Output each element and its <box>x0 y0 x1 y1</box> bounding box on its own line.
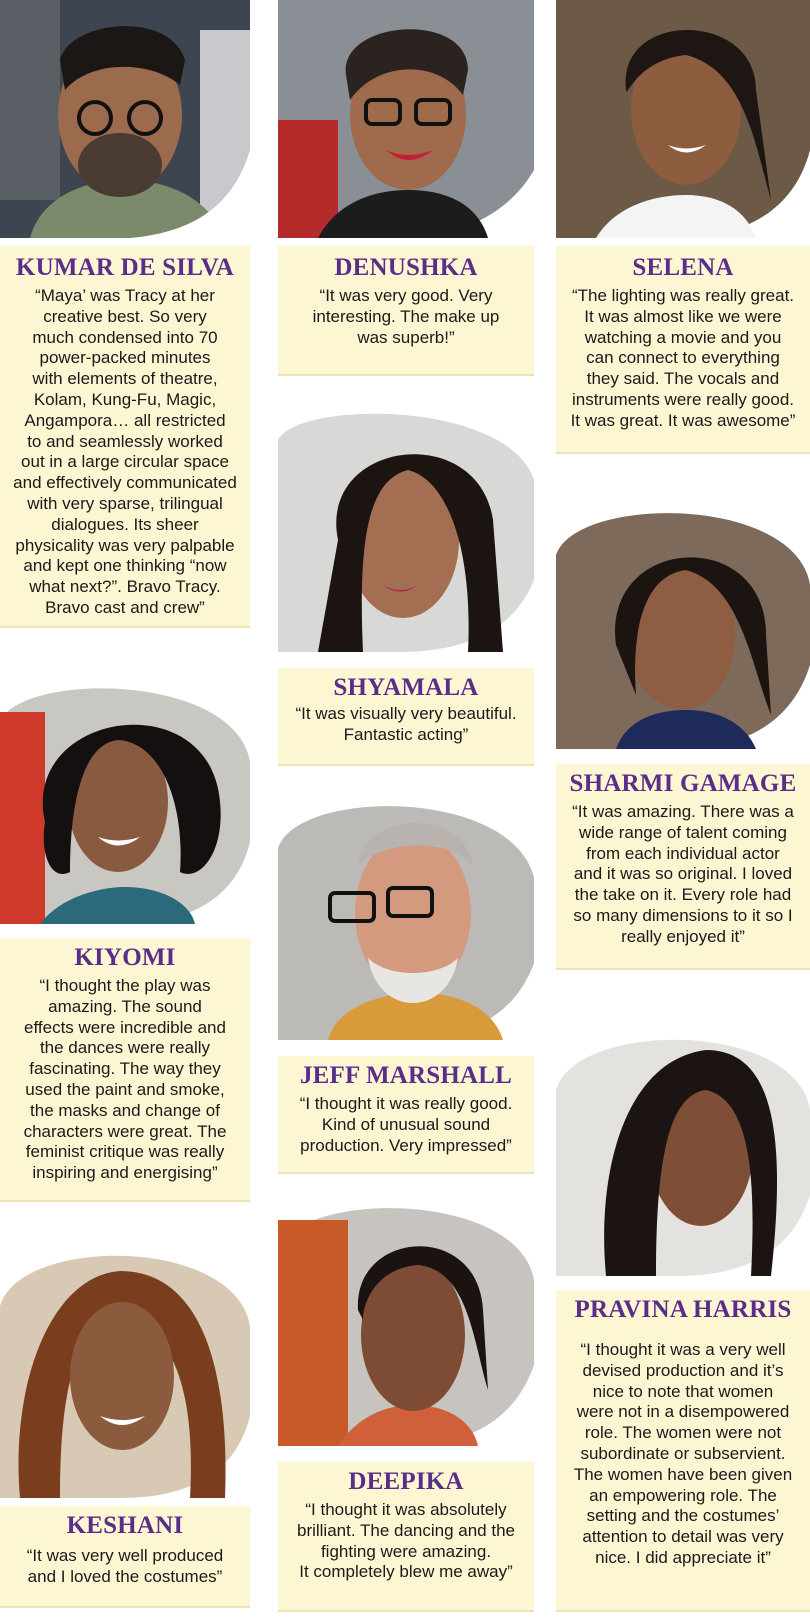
photo-jeff <box>278 788 534 1040</box>
quote-panel-kumar <box>0 246 250 628</box>
person-quote: “The lighting was really great. It was almost like we were watching a movie and you can connect to everything they said. The vocals and instruments were really good. It was great. It was awesome” <box>570 286 796 430</box>
person-quote: “I thought it was really good. Kind of unusual sound production. Very impressed” <box>299 1094 513 1155</box>
person-name: DENUSHKA <box>334 254 478 281</box>
person-name: KESHANI <box>66 1512 184 1539</box>
photo-shyamala <box>278 400 534 652</box>
photo-deepika <box>278 1190 534 1446</box>
person-quote: “Maya’ was Tracy at her creative best. So very much condensed into 70 power-packed minutes with elements of theatre, Kolam, Kung-Fu, Magic, Angampora… all restricted to and seamlessly worked out in a large circular space and effectively communicated with very sparse, trilingual dialogues. Its sheer physicality was very palpable and kept one thinking “now what next?”. Bravo Tracy. Bravo cast and crew” <box>13 286 237 617</box>
photo-kumar <box>0 0 250 238</box>
person-quote: “I thought it was a very well devised production and it’s nice to note that women were not in a disempowered role. The women were not subordinate or subservient. The women have been given an empowering role. The setting and the costumes’ attention to detail was very nice. I did appreciate it” <box>573 1340 793 1567</box>
person-quote: “I thought it was absolutely brilliant. The dancing and the fighting were amazing. It completely blew me away” <box>296 1500 515 1582</box>
person-name: KUMAR DE SILVA <box>15 254 235 281</box>
quote-panel-sharmi <box>556 764 810 970</box>
quote-panel-deepika <box>278 1462 534 1612</box>
photo-pravina <box>556 1020 810 1276</box>
photo-selena <box>556 0 810 238</box>
photo-sharmi <box>556 495 810 749</box>
person-quote: “It was amazing. There was a wide range of talent coming from each individual actor and it was so original. I loved the take on it. Every role had so many dimensions to it so I really enjoyed it” <box>572 802 794 946</box>
quote-panel-shyamala <box>278 668 534 766</box>
quote-panel-keshani <box>0 1506 250 1608</box>
photo-kiyomi <box>0 672 250 924</box>
photo-denushka <box>278 0 534 238</box>
person-quote: “It was very well produced and I loved the costumes” <box>26 1546 224 1586</box>
quote-panel-selena <box>556 246 810 454</box>
person-quote: “It was visually very beautiful. Fantastic acting” <box>295 704 517 744</box>
person-quote: “It was very good. Very interesting. The make up was superb!” <box>312 286 500 347</box>
quote-panel-pravina <box>556 1290 810 1612</box>
person-quote: “I thought the play was amazing. The sound effects were incredible and the dances were really fascinating. The way they used the paint and smoke, the masks and change of characters were great. The feminist critique was really inspiring and energising” <box>23 976 227 1183</box>
quote-panel-denushka <box>278 246 534 376</box>
quote-panel-jeff <box>278 1056 534 1174</box>
person-name: SHARMI GAMAGE <box>569 770 797 797</box>
person-name: SELENA <box>632 254 734 281</box>
person-name: DEEPIKA <box>348 1468 464 1495</box>
quote-panel-kiyomi <box>0 938 250 1202</box>
person-name: PRAVINA HARRIS <box>574 1296 792 1323</box>
photo-keshani <box>0 1236 250 1498</box>
person-name: JEFF MARSHALL <box>299 1062 513 1089</box>
person-name: SHYAMALA <box>333 674 479 701</box>
person-name: KIYOMI <box>74 944 176 971</box>
